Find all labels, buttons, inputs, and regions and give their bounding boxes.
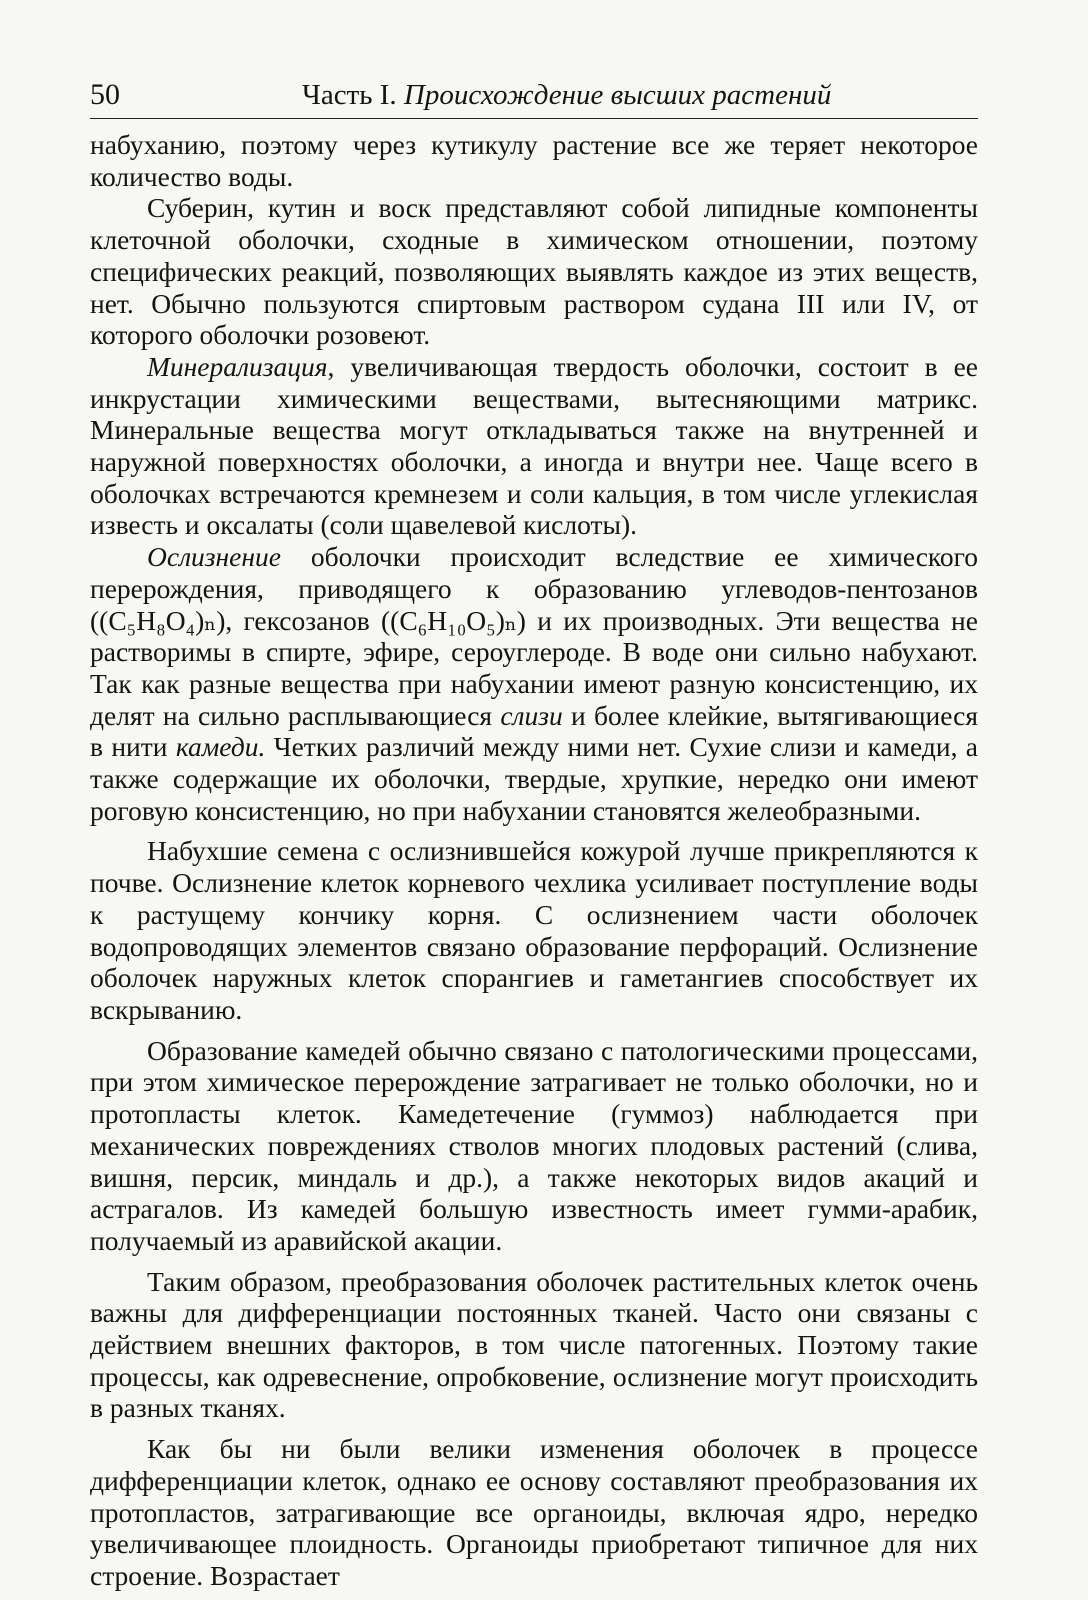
paragraph-text: и более клейкие, вытягивающиеся в нити — [90, 699, 978, 763]
paragraph-text: набуханию, поэтому через кутикулу растение все же теряет некоторое количество воды. — [90, 129, 978, 192]
paragraph-text: Образование камедей обычно связано с патологическими процессами, при этом химическое перерождение затрагивает не только оболочки, но и протопласты клеток. Камедетечение (гуммоз) наблюдается при механических повреждениях стволов многих плодовых растений (слива, вишня, персик, миндаль и др.), а также некоторых видов акаций и астрагалов. Из камедей большую известность имеет гумми-арабик, получаемый из аравийской акации. — [90, 1034, 978, 1256]
paragraph-mineralization — [90, 351, 978, 541]
term-mineralization: Минерализация — [147, 350, 328, 382]
paragraph-protoplasts — [90, 1433, 978, 1592]
formula-pentosans: ((C₅H₈O₄)ₙ) — [90, 604, 226, 636]
paragraph-text: оболочки происходит вследствие ее химического перерождения, приводящего к образованию углеводов-пентозанов — [90, 541, 978, 604]
paragraph-mucilage — [90, 541, 978, 826]
running-head — [302, 78, 831, 112]
paragraph-text: , гексозанов — [225, 604, 382, 636]
paragraph-seeds — [90, 835, 978, 1025]
part-label: Часть I. — [302, 79, 397, 111]
chapter-title: Происхождение высших растений — [403, 79, 832, 111]
paragraph-gums — [90, 1035, 978, 1257]
paragraph-text: Как бы ни были велики изменения оболочек в процессе дифференциации клеток, однако ее основу составляют преобразования их протопластов, затрагивающие все органоиды, включая ядро, нередко увеличивающее плоидность. Органоиды приобретают типичное для них строение. Возрастает — [90, 1433, 978, 1591]
paragraph-lipids — [90, 192, 978, 351]
page-header — [90, 78, 978, 119]
paragraph-text: Суберин, кутин и воск представляют собой липидные компоненты клеточной оболочки, сходные в химическом отношении, поэтому специфических реакций, позволяющих выявлять каждое из этих веществ, нет. Обычно пользуются спиртовым раствором судана III или IV, от которого оболочки розовеют. — [90, 192, 978, 351]
paragraph-text: и их производных. Эти вещества не растворимы в спирте, эфире, сероуглероде. В воде они сильно набухают. Так как разные вещества при набухании имеют разную консистенцию, их делят на сильно расплывающиеся — [90, 604, 978, 731]
paragraph-continuation — [90, 129, 978, 192]
term-slime: слизи — [500, 699, 563, 731]
paragraph-text: , увеличивающая твердость оболочки, состоит в ее инкрустации химическими веществами, вытесняющими матрикс. Минеральные вещества могут откладываться также на внутренней и наружной поверхностях оболочки, а иногда и внутри нее. Чаще всего в оболочках встречаются кремнезем и соли кальция, в том числе углекислая известь и оксалаты (соли щавелевой кислоты). — [90, 350, 978, 541]
page-body — [90, 129, 978, 1592]
formula-hexosans: ((C₆H₁₀O₅)ₙ) — [381, 604, 526, 636]
paragraph-text: Четких различий между ними нет. Сухие слизи и камеди, а также содержащие их оболочки, твердые, хрупкие, нередко они имеют роговую консистенцию, но при набухании становятся желеобразными. — [90, 731, 978, 826]
paragraph-text: Набухшие семена с ослизнившейся кожурой лучше прикрепляются к почве. Ослизнение клеток корневого чехлика усиливает поступление воды к растущему кончику корня. С ослизнением части оболочек водопроводящих элементов связано образование перфораций. Ослизнение оболочек наружных клеток спорангиев и гаметангиев способствует их вскрыванию. — [90, 835, 978, 1025]
term-gums: камеди. — [175, 731, 266, 763]
term-mucilage: Ослизнение — [147, 541, 281, 573]
paragraph-text: Таким образом, преобразования оболочек растительных клеток очень важны для дифференциации постоянных тканей. Часто они связаны с действием внешних факторов, в том числе патогенных. Поэтому такие процессы, как одревеснение, опробковение, ослизнение могут происходить в разных тканях. — [90, 1265, 978, 1424]
page-number: 50 — [90, 78, 120, 111]
paragraph-summary — [90, 1266, 978, 1425]
